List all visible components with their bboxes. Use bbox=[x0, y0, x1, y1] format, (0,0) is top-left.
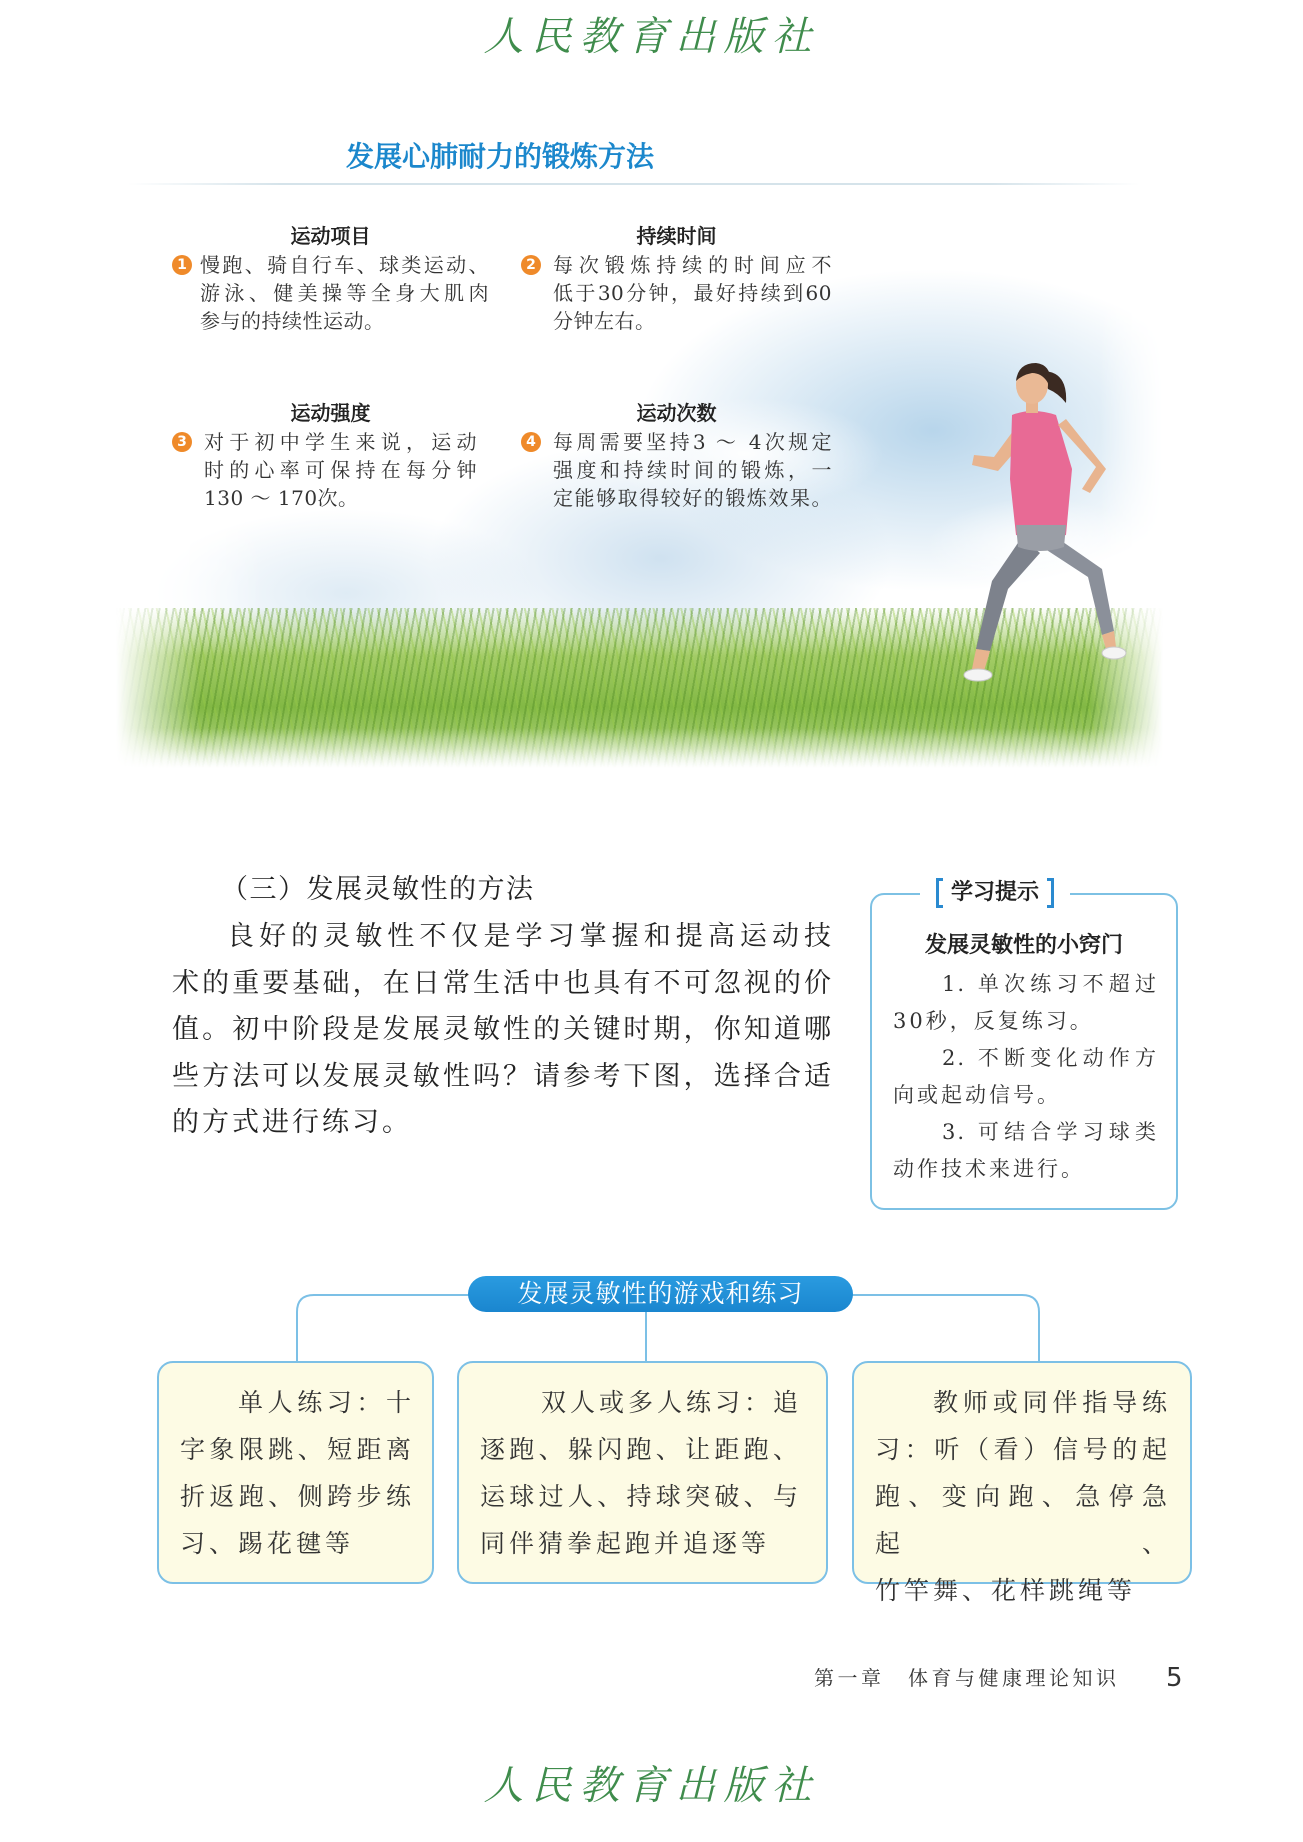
cardio-item-exercise-type bbox=[172, 224, 489, 344]
number-badge: 4 bbox=[521, 432, 541, 452]
tip-line: 3. 可结合学习球类 bbox=[942, 1120, 1158, 1144]
cardio-item-intensity bbox=[172, 401, 489, 521]
item-text-line: 游泳、健美操等全身大肌肉 bbox=[200, 281, 489, 305]
practice-box-text bbox=[180, 1379, 413, 1567]
item-text-line: 强度和持续时间的锻炼，一 bbox=[553, 458, 832, 482]
left-bracket-icon bbox=[936, 878, 943, 908]
item-text-line: 对于初中学生来说，运动 bbox=[204, 430, 477, 454]
runner-photo bbox=[954, 349, 1154, 699]
item-heading: 运动项目 bbox=[290, 224, 371, 248]
item-text-line: 分钟左右。 bbox=[553, 309, 656, 333]
study-tip-label bbox=[920, 875, 1070, 911]
practice-line: 竹竿舞、花样跳绳等 bbox=[875, 1576, 1137, 1605]
paragraph-line: 值。初中阶段是发展灵敏性的关键时期，你知道哪 bbox=[172, 1014, 832, 1045]
publisher-logo-bottom: 人民教育出版社 bbox=[483, 1763, 820, 1809]
publisher-logo-top: 人民教育出版社 bbox=[483, 14, 820, 60]
cardio-item-duration bbox=[521, 224, 832, 344]
item-text bbox=[553, 251, 832, 335]
study-tip-text bbox=[893, 966, 1158, 1188]
practice-line: 单人练习：十 bbox=[238, 1388, 413, 1417]
right-bracket-icon bbox=[1047, 878, 1054, 908]
paragraph-line: 良好的灵敏性不仅是学习掌握和提高运动技 bbox=[227, 921, 832, 952]
item-text bbox=[200, 251, 489, 335]
runner-back-calf bbox=[972, 649, 990, 671]
practice-box-pair-group bbox=[457, 1361, 828, 1584]
practice-line: 字象限跳、短距离 bbox=[180, 1435, 413, 1464]
runner-back-shoe bbox=[964, 669, 992, 681]
practice-line: 运球过人、持球突破、与 bbox=[480, 1482, 800, 1511]
item-text bbox=[553, 428, 832, 512]
cardio-section-title: 发展心肺耐力的锻炼方法 bbox=[345, 140, 654, 173]
tip-line: 向或起动信号。 bbox=[893, 1083, 1061, 1107]
tip-line: 30秒，反复练习。 bbox=[893, 1009, 1094, 1033]
cardio-item-frequency bbox=[521, 401, 832, 521]
number-badge: 3 bbox=[172, 432, 192, 452]
practice-line: 教师或同伴指导练 bbox=[933, 1388, 1169, 1417]
tip-line: 动作技术来进行。 bbox=[893, 1157, 1085, 1181]
study-tip-label-text: 学习提示 bbox=[950, 880, 1039, 905]
practice-box-solo bbox=[157, 1361, 434, 1584]
item-heading: 持续时间 bbox=[636, 224, 717, 248]
runner-shirt bbox=[1010, 411, 1072, 539]
item-heading: 运动次数 bbox=[636, 401, 717, 425]
practice-line: 折返跑、侧跨步练 bbox=[180, 1482, 413, 1511]
item-text-line: 130 ～ 170次。 bbox=[204, 486, 359, 510]
page-number: 5 bbox=[1166, 1663, 1183, 1693]
agility-section-heading: （三）发展灵敏性的方法 bbox=[221, 874, 535, 905]
footer-chapter-title: 第一章 体育与健康理论知识 bbox=[814, 1666, 1120, 1690]
item-text-line: 时的心率可保持在每分钟 bbox=[204, 458, 477, 482]
connector-right bbox=[851, 1295, 1039, 1361]
practice-line: 习、踢花毽等 bbox=[180, 1529, 355, 1558]
practice-line: 同伴猜拳起跑并追逐等 bbox=[480, 1529, 771, 1558]
paragraph-line: 术的重要基础，在日常生活中也具有不可忽视的价 bbox=[172, 967, 832, 999]
title-divider bbox=[128, 183, 1140, 185]
practice-box-guided bbox=[852, 1361, 1192, 1605]
practice-line: 双人或多人练习：追 bbox=[541, 1388, 800, 1417]
item-text-line: 慢跑、骑自行车、球类运动、 bbox=[200, 253, 489, 277]
item-text-line: 每周需要坚持3 ～ 4次规定 bbox=[553, 430, 832, 454]
runner-back-leg bbox=[976, 537, 1040, 651]
item-text bbox=[204, 428, 477, 512]
practice-box-text bbox=[480, 1379, 800, 1567]
tip-line: 2. 不断变化动作方 bbox=[942, 1046, 1158, 1070]
study-tip-title: 发展灵敏性的小窍门 bbox=[924, 933, 1123, 958]
paragraph-line: 的方式进行练习。 bbox=[172, 1107, 412, 1138]
practice-line: 习：听（看）信号的起 bbox=[875, 1435, 1169, 1464]
number-badge: 1 bbox=[172, 255, 192, 275]
item-text-line: 定能够取得较好的锻炼效果。 bbox=[553, 486, 832, 510]
item-text-line: 每次锻炼持续的时间应不 bbox=[553, 253, 832, 277]
item-text-line: 低于30分钟，最好持续到60 bbox=[553, 281, 832, 305]
runner-shorts bbox=[1016, 525, 1066, 551]
item-text-line: 参与的持续性运动。 bbox=[200, 309, 385, 333]
agility-paragraph bbox=[172, 914, 832, 1147]
connector-left bbox=[297, 1295, 470, 1361]
paragraph-line: 些方法可以发展灵敏性吗？请参考下图，选择合适 bbox=[172, 1060, 832, 1092]
tip-line: 1. 单次练习不超过 bbox=[942, 972, 1158, 996]
practice-line: 逐跑、躲闪跑、让距跑、 bbox=[480, 1435, 800, 1464]
runner-front-shoe bbox=[1102, 647, 1126, 659]
practice-box-text bbox=[875, 1379, 1169, 1614]
practice-line: 跑、变向跑、急停急起、 bbox=[875, 1482, 1169, 1558]
diagram-title-pill: 发展灵敏性的游戏和练习 bbox=[468, 1276, 853, 1312]
number-badge: 2 bbox=[521, 255, 541, 275]
item-heading: 运动强度 bbox=[290, 401, 371, 425]
